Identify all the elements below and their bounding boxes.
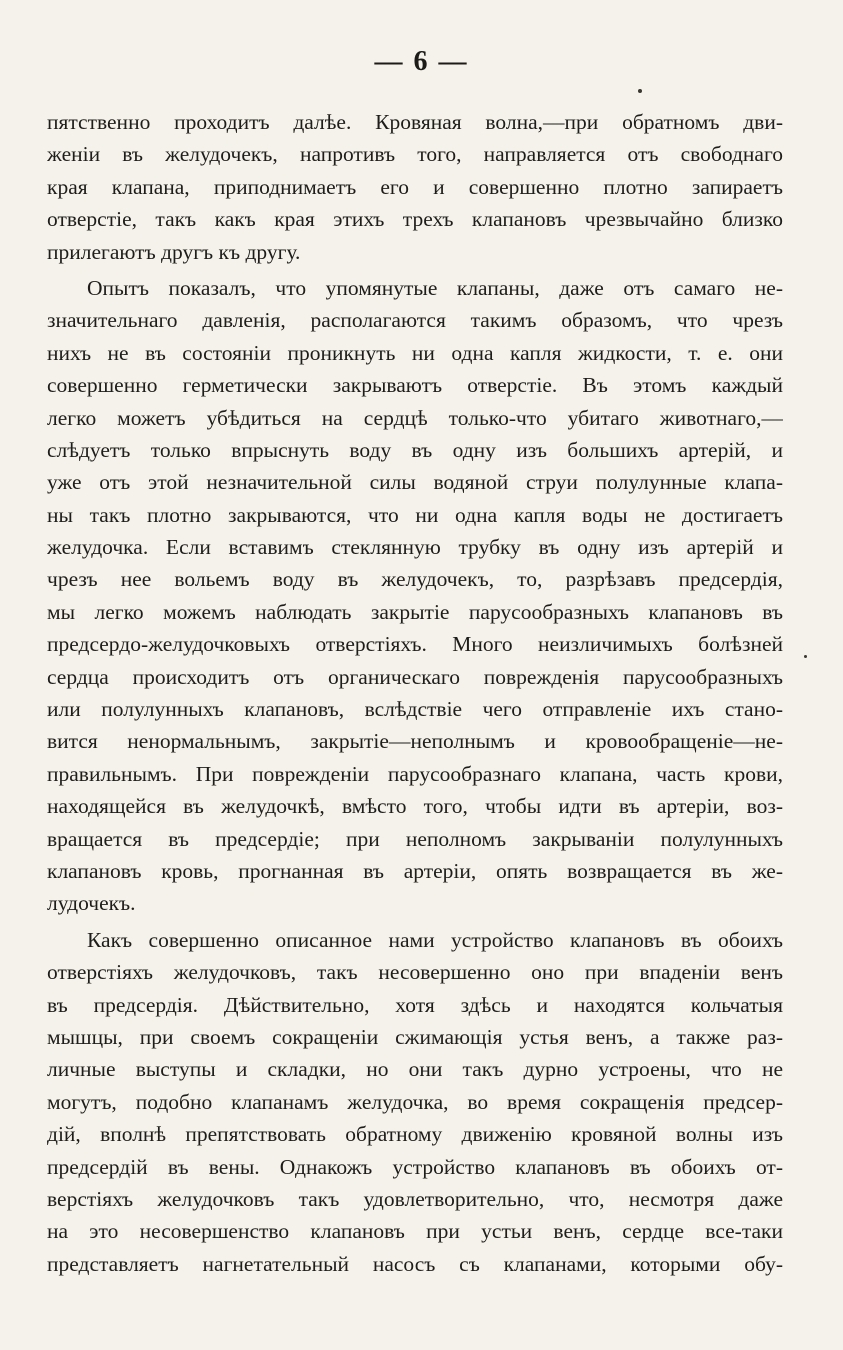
print-speck <box>804 655 807 658</box>
text-line: ны такъ плотно закрываются, что ни одна капля воды не достигаетъ <box>47 502 783 527</box>
text-line: легко можетъ убѣдиться на сердцѣ только-что убитаго животнаго,— <box>47 405 783 430</box>
text-line: вится ненормальнымъ, закрытіе—неполнымъ и кровообращеніе—не- <box>47 729 783 754</box>
text-line: клапановъ кровь, прогнанная въ артеріи, опять возвращается въ же- <box>47 858 783 883</box>
text-line: на это несовершенство клапановъ при устьи венъ, сердце все-таки <box>47 1219 783 1244</box>
text-line: слѣдуетъ только впрыснуть воду въ одну изъ большихъ артерій, и <box>47 437 783 462</box>
text-line: пятственно проходитъ далѣе. Кровяная волна,—при обратномъ дви- <box>47 110 783 134</box>
text-line: или полулунныхъ клапановъ, вслѣдствіе чего отправленіе ихъ стано- <box>47 697 783 722</box>
text-line: мы легко можемъ наблюдать закрытіе парусообразныхъ клапановъ въ <box>47 599 783 624</box>
text-line: совершенно герметически закрываютъ отверстіе. Въ этомъ каждый <box>47 373 783 398</box>
text-line: Какъ совершенно описанное нами устройство клапановъ въ обоихъ <box>87 927 783 952</box>
text-line: могутъ, подобно клапанамъ желудочка, во время сокращенія предсер- <box>47 1089 783 1114</box>
text-line: дій, вполнѣ препятствовать обратному движенію кровяной волны изъ <box>47 1122 783 1147</box>
paragraph-1 <box>47 106 783 268</box>
text-line: желудочка. Если вставимъ стеклянную трубку въ одну изъ артерій и <box>47 535 783 560</box>
text-line: сердца происходитъ отъ органическаго поврежденія парусообразныхъ <box>47 664 783 689</box>
text-line: Опытъ показалъ, что упомянутые клапаны, даже отъ самаго не- <box>87 275 783 300</box>
text-line: предсердо-желудочковыхъ отверстіяхъ. Много неизличимыхъ болѣзней <box>47 632 783 657</box>
text-line: отверстіяхъ желудочковъ, такъ несовершенно оно при впаденіи венъ <box>47 960 783 985</box>
text-line: прилегаютъ другъ къ другу. <box>47 239 301 264</box>
text-line: отверстіе, такъ какъ края этихъ трехъ клапановъ чрезвычайно близко <box>47 207 783 232</box>
text-line: края клапана, приподнимаетъ его и совершенно плотно запираетъ <box>47 174 783 199</box>
text-line: вращается въ предсердіе; при неполномъ закрываніи полулунныхъ <box>47 826 783 851</box>
text-line: мышцы, при своемъ сокращеніи сжимающія устья венъ, а также раз- <box>47 1024 783 1049</box>
paragraph-3 <box>47 924 783 1280</box>
text-line: верстіяхъ желудочковъ такъ удовлетворительно, что, несмотря даже <box>47 1186 783 1211</box>
text-line: нихъ не въ состояніи проникнуть ни одна капля жидкости, т. е. они <box>47 340 783 365</box>
text-line: чрезъ нее вольемъ воду въ желудочекъ, то, разрѣзавъ предсердія, <box>47 567 783 592</box>
text-line: находящейся въ желудочкѣ, вмѣсто того, чтобы идти въ артеріи, воз- <box>47 794 783 819</box>
text-line: представляетъ нагнетательный насосъ съ клапанами, которыми обу- <box>47 1251 783 1276</box>
text-line: лудочекъ. <box>47 891 136 916</box>
paragraph-2 <box>47 272 783 920</box>
page-number: — 6 — <box>374 46 469 77</box>
text-line: личные выступы и складки, но они такъ дурно устроены, что не <box>47 1057 783 1082</box>
text-line: предсердій въ вены. Однакожъ устройство клапановъ въ обоихъ от- <box>47 1154 783 1179</box>
text-line: уже отъ этой незначительной силы водяной струи полулунные клапа- <box>47 470 783 495</box>
print-speck <box>638 89 642 93</box>
text-line: женіи въ желудочекъ, напротивъ того, направляется отъ свободнаго <box>47 142 783 167</box>
body-text <box>47 106 783 1280</box>
text-line: въ предсердія. Дѣйствительно, хотя здѣсь и находятся кольчатыя <box>47 992 783 1017</box>
text-line: правильнымъ. При поврежденіи парусообразнаго клапана, часть крови, <box>47 761 783 786</box>
text-line: значительнаго давленія, располагаются такимъ образомъ, что чрезъ <box>47 308 783 333</box>
